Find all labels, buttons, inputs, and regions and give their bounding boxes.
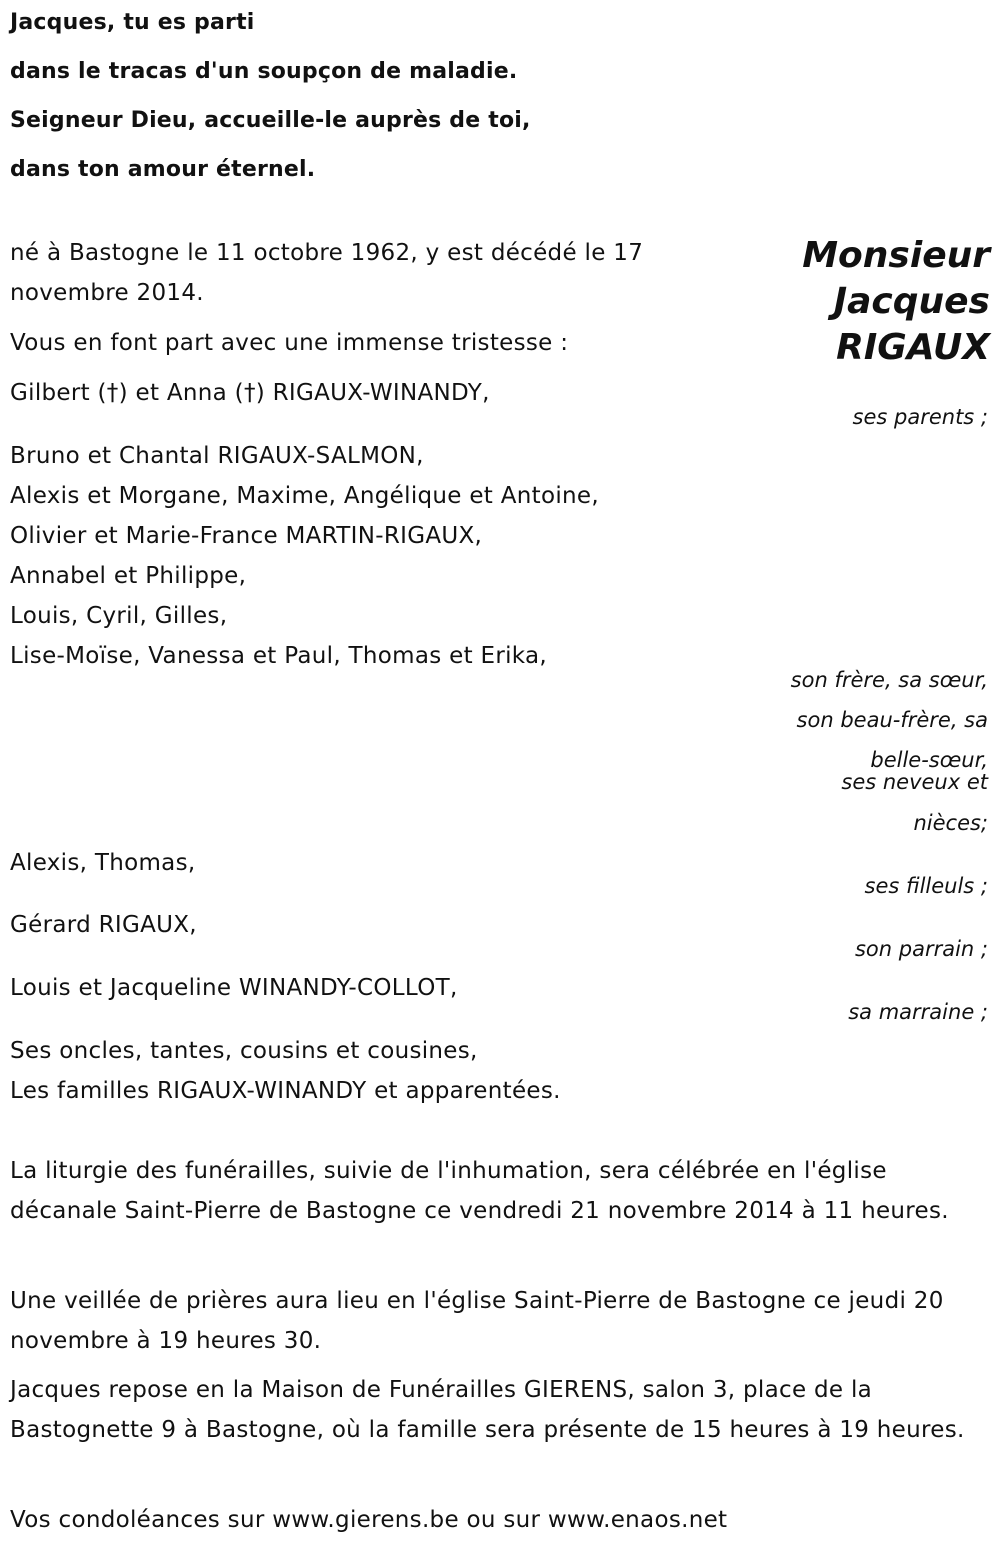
deceased-first-name: Jacques	[833, 281, 990, 322]
poem-line-3: Seigneur Dieu, accueille-le auprès de toi,	[10, 108, 531, 133]
siblings-list	[10, 436, 599, 676]
godmother-relation: sa marraine ;	[848, 1000, 988, 1024]
condolences-text: Vos condoléances sur www.gierens.be ou sur www.enaos.net	[10, 1507, 728, 1533]
poem-line-2: dans le tracas d'un soupçon de maladie.	[10, 59, 518, 84]
deceased-last-name: RIGAUX	[836, 327, 990, 368]
siblings-relation-3: belle-sœur,	[870, 748, 988, 772]
parents-names: Gilbert (†) et Anna (†) RIGAUX-WINANDY,	[10, 380, 490, 406]
sibling-line: Annabel et Philippe,	[10, 563, 247, 589]
godchildren-names: Alexis, Thomas,	[10, 850, 196, 876]
sibling-line: Louis, Cyril, Gilles,	[10, 603, 228, 629]
sibling-line: Lise-Moïse, Vanessa et Paul, Thomas et Erika,	[10, 643, 548, 669]
godfather-relation: son parrain ;	[854, 937, 988, 961]
announcement-text: Vous en font part avec une immense tristesse :	[10, 330, 569, 356]
parents-relation: ses parents ;	[852, 405, 988, 429]
siblings-relation-2: son beau-frère, sa	[796, 708, 988, 732]
sibling-line: Olivier et Marie-France MARTIN-RIGAUX,	[10, 523, 483, 549]
vigil-paragraph: Une veillée de prières aura lieu en l'église Saint-Pierre de Bastogne ce jeudi 20 novembre à 19 heures 30.	[10, 1288, 944, 1354]
godfather-names: Gérard RIGAUX,	[10, 912, 197, 938]
godchildren-relation: ses filleuls ;	[864, 874, 988, 898]
family-line-1: Ses oncles, tantes, cousins et cousines,	[10, 1038, 478, 1064]
siblings-relation-5: nièces;	[913, 811, 988, 835]
deceased-name	[802, 233, 990, 371]
rest-paragraph: Jacques repose en la Maison de Funérailles GIERENS, salon 3, place de la Bastognette 9 à Bastogne, où la famille sera présente de 15 heures à 19 heures.	[10, 1377, 965, 1443]
sibling-line: Alexis et Morgane, Maxime, Angélique et Antoine,	[10, 483, 599, 509]
birth-death-text: né à Bastogne le 11 octobre 1962, y est décédé le 17 novembre 2014.	[10, 240, 644, 306]
poem-line-4: dans ton amour éternel.	[10, 157, 316, 182]
deceased-title: Monsieur	[802, 235, 990, 276]
funeral-paragraph: La liturgie des funérailles, suivie de l'inhumation, sera célébrée en l'église décanale Saint-Pierre de Bastogne ce vendredi 21 novembre 2014 à 11 heures.	[10, 1158, 949, 1224]
siblings-relation-4: ses neveux et	[841, 770, 988, 794]
poem-line-1: Jacques, tu es parti	[10, 10, 255, 35]
godmother-names: Louis et Jacqueline WINANDY-COLLOT,	[10, 975, 458, 1001]
siblings-relation-1: son frère, sa sœur,	[790, 668, 988, 692]
family-line-2: Les familles RIGAUX-WINANDY et apparentées.	[10, 1078, 561, 1104]
sibling-line: Bruno et Chantal RIGAUX-SALMON,	[10, 443, 424, 469]
